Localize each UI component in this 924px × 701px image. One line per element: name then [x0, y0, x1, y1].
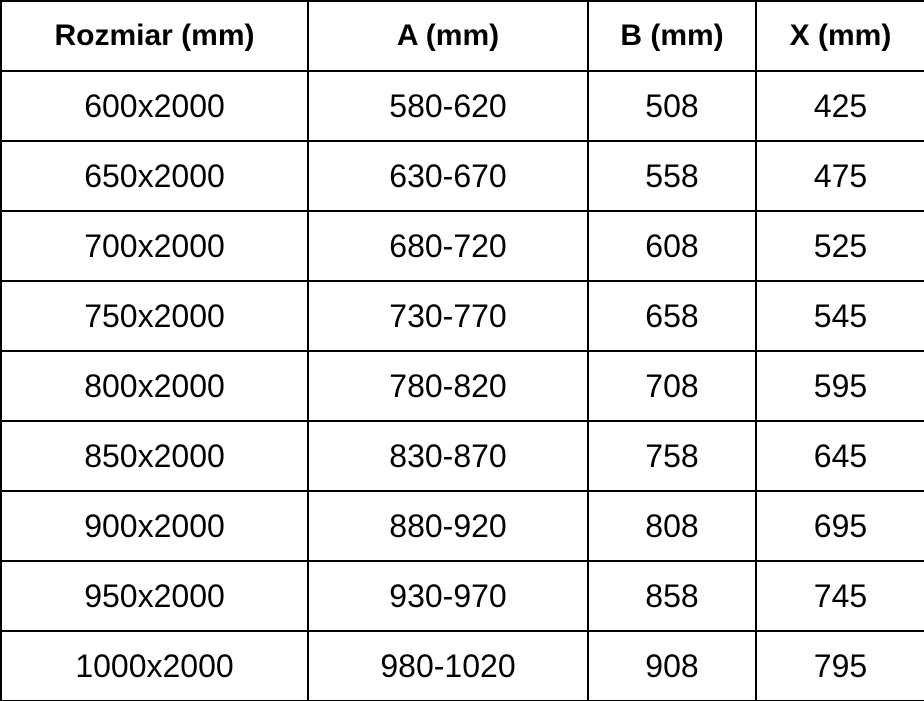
table-cell: 630-670: [308, 141, 588, 211]
table-row: [1, 561, 924, 631]
table-cell: 580-620: [308, 71, 588, 141]
column-header-rozmiar: Rozmiar (mm): [1, 1, 308, 71]
table-body: [1, 71, 924, 701]
table-cell: 795: [756, 631, 924, 701]
table-row: [1, 211, 924, 281]
table-row: [1, 631, 924, 701]
table-cell: 608: [588, 211, 756, 281]
column-header-a: A (mm): [308, 1, 588, 71]
table-cell: 858: [588, 561, 756, 631]
column-header-b: B (mm): [588, 1, 756, 71]
table-row: [1, 281, 924, 351]
table-cell: 680-720: [308, 211, 588, 281]
table-cell: 900x2000: [1, 491, 308, 561]
table-header: [1, 1, 924, 71]
table-cell: 750x2000: [1, 281, 308, 351]
table-cell: 950x2000: [1, 561, 308, 631]
table-cell: 475: [756, 141, 924, 211]
table-cell: 930-970: [308, 561, 588, 631]
table-cell: 730-770: [308, 281, 588, 351]
table-cell: 850x2000: [1, 421, 308, 491]
header-row: [1, 1, 924, 71]
table-cell: 595: [756, 351, 924, 421]
table-cell: 545: [756, 281, 924, 351]
table-cell: 980-1020: [308, 631, 588, 701]
table-cell: 830-870: [308, 421, 588, 491]
table-cell: 525: [756, 211, 924, 281]
table-row: [1, 491, 924, 561]
table-row: [1, 71, 924, 141]
table-cell: 658: [588, 281, 756, 351]
table-cell: 758: [588, 421, 756, 491]
table-row: [1, 421, 924, 491]
table-cell: 695: [756, 491, 924, 561]
table-cell: 708: [588, 351, 756, 421]
table-cell: 780-820: [308, 351, 588, 421]
table-cell: 425: [756, 71, 924, 141]
table-cell: 808: [588, 491, 756, 561]
column-header-x: X (mm): [756, 1, 924, 71]
table-cell: 745: [756, 561, 924, 631]
table-cell: 800x2000: [1, 351, 308, 421]
table-cell: 508: [588, 71, 756, 141]
table-row: [1, 351, 924, 421]
table-cell: 700x2000: [1, 211, 308, 281]
table-cell: 1000x2000: [1, 631, 308, 701]
table-cell: 650x2000: [1, 141, 308, 211]
table-row: [1, 141, 924, 211]
table-cell: 600x2000: [1, 71, 308, 141]
table-cell: 880-920: [308, 491, 588, 561]
table-cell: 645: [756, 421, 924, 491]
table-cell: 908: [588, 631, 756, 701]
table-cell: 558: [588, 141, 756, 211]
